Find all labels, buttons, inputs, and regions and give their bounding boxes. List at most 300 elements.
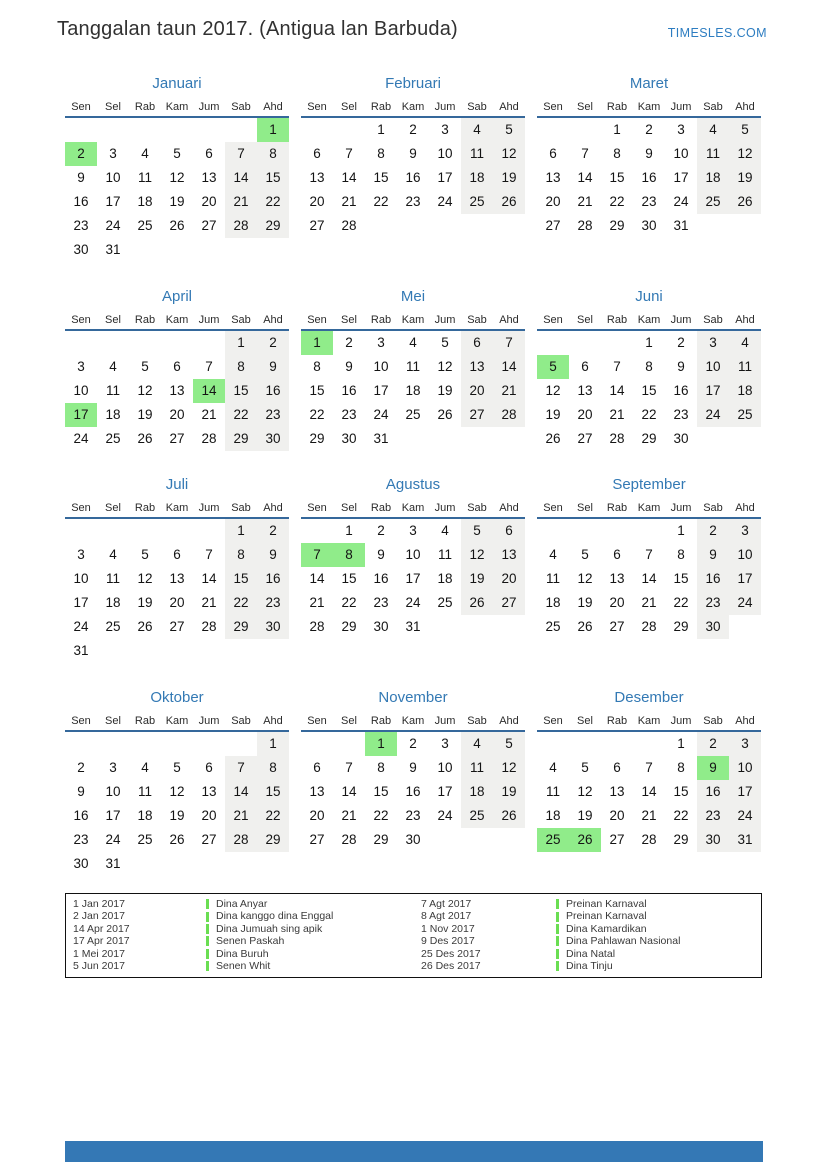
day-cell: 15 xyxy=(341,571,357,586)
holiday-marker xyxy=(556,912,559,922)
day-cell: 30 xyxy=(73,242,89,257)
day-cell: 6 xyxy=(205,146,213,161)
month-title: Februari xyxy=(385,75,441,92)
weeks xyxy=(537,519,761,639)
day-cell-empty xyxy=(193,852,225,876)
week-row xyxy=(537,427,761,451)
week-row xyxy=(537,355,761,379)
day-cell: 26 xyxy=(545,431,561,446)
day-cell: 12 xyxy=(577,784,593,799)
day-cell: 13 xyxy=(201,784,217,799)
day-cell-empty xyxy=(193,519,225,543)
dow-label: Sen xyxy=(71,101,91,113)
day-cell: 2 xyxy=(697,732,729,756)
day-cell: 19 xyxy=(437,383,453,398)
week-row xyxy=(65,190,289,214)
dow-label: Jum xyxy=(198,314,220,326)
day-cell-empty xyxy=(493,427,525,451)
day-cell: 12 xyxy=(545,383,561,398)
day-cell: 4 xyxy=(549,760,557,775)
day-cell: 20 xyxy=(201,194,217,209)
day-cell: 29 xyxy=(641,431,657,446)
week-row xyxy=(301,190,525,214)
day-cell: 7 xyxy=(205,547,213,562)
day-cell: 6 xyxy=(173,547,181,562)
dow-label: Rab xyxy=(134,502,156,514)
legend-date: 1 Nov 2017 xyxy=(421,922,475,935)
day-cell: 26 xyxy=(493,190,525,214)
day-cell-empty xyxy=(429,214,461,238)
day-cell-empty xyxy=(429,427,461,451)
day-cell: 26 xyxy=(437,407,453,422)
weeks xyxy=(301,118,525,238)
day-cell-empty xyxy=(257,639,289,663)
day-cell: 25 xyxy=(105,431,121,446)
day-cell: 2 xyxy=(645,122,653,137)
weeks xyxy=(65,519,289,663)
day-cell: 19 xyxy=(169,808,185,823)
day-cell: 31 xyxy=(405,619,421,634)
day-cell: 7 xyxy=(645,547,653,562)
day-cell-empty xyxy=(225,238,257,262)
day-cell: 13 xyxy=(493,543,525,567)
day-cell: 8 xyxy=(313,359,321,374)
day-cell: 21 xyxy=(225,804,257,828)
dow-label: Sab xyxy=(467,101,487,113)
legend-holiday-name: Dina Natal xyxy=(566,947,616,960)
day-cell: 3 xyxy=(77,547,85,562)
day-cell: 3 xyxy=(409,523,417,538)
month-maret xyxy=(537,75,761,262)
day-cell: 19 xyxy=(577,595,593,610)
day-cell: 13 xyxy=(309,784,325,799)
day-cell: 9 xyxy=(409,146,417,161)
week-row xyxy=(301,756,525,780)
day-cell: 22 xyxy=(641,407,657,422)
week-row xyxy=(301,214,525,238)
week-row xyxy=(301,166,525,190)
day-cell: 29 xyxy=(225,615,257,639)
month-title: Juli xyxy=(165,476,189,493)
week-row xyxy=(537,403,761,427)
day-cell: 3 xyxy=(109,760,117,775)
day-cell: 16 xyxy=(73,808,89,823)
day-cell: 26 xyxy=(461,591,493,615)
day-cell: 30 xyxy=(257,427,289,451)
week-row xyxy=(301,591,525,615)
day-cell: 16 xyxy=(697,567,729,591)
week-row xyxy=(301,615,525,639)
brand-link[interactable]: TIMESLES.COM xyxy=(667,26,767,40)
day-cell: 4 xyxy=(729,331,761,355)
day-cell: 23 xyxy=(697,804,729,828)
dow-label: Sel xyxy=(577,101,593,113)
day-cell: 1 xyxy=(645,335,653,350)
day-cell: 21 xyxy=(201,407,217,422)
month-title: September xyxy=(612,476,686,493)
day-cell: 8 xyxy=(677,760,685,775)
legend-date: 1 Mei 2017 xyxy=(73,947,125,960)
day-cell: 12 xyxy=(461,543,493,567)
holiday-marker xyxy=(556,961,559,971)
dow-label: Rab xyxy=(606,314,628,326)
day-cell: 17 xyxy=(373,383,389,398)
day-cell: 1 xyxy=(677,736,685,751)
day-cell: 4 xyxy=(109,547,117,562)
day-cell: 30 xyxy=(73,856,89,871)
day-cell: 21 xyxy=(641,808,657,823)
day-cell-empty xyxy=(537,331,569,355)
day-cell-empty xyxy=(97,519,129,543)
day-cell: 20 xyxy=(545,194,561,209)
day-cell: 14 xyxy=(309,571,325,586)
day-cell: 18 xyxy=(405,383,421,398)
legend-date: 8 Agt 2017 xyxy=(421,910,472,923)
legend-item xyxy=(556,948,761,960)
day-cell: 13 xyxy=(201,170,217,185)
week-row xyxy=(65,379,289,403)
legend-date: 25 Des 2017 xyxy=(421,947,481,960)
day-cell: 29 xyxy=(257,828,289,852)
day-cell-empty xyxy=(161,852,193,876)
calendar-row-4 xyxy=(65,689,761,876)
day-cell: 30 xyxy=(641,218,657,233)
day-cell-empty xyxy=(257,852,289,876)
day-cell: 11 xyxy=(105,571,120,586)
day-cell: 29 xyxy=(225,427,257,451)
day-cell: 5 xyxy=(581,547,589,562)
day-cell-empty xyxy=(193,118,225,142)
dow-label: Sab xyxy=(231,502,251,514)
day-cell-empty xyxy=(65,118,97,142)
day-cell: 3 xyxy=(729,732,761,756)
week-row xyxy=(301,403,525,427)
calendar-row-2 xyxy=(65,288,761,451)
dow-label: Sel xyxy=(577,715,593,727)
day-cell: 15 xyxy=(225,379,257,403)
day-cell: 20 xyxy=(169,595,185,610)
day-cell: 4 xyxy=(697,118,729,142)
day-cell: 26 xyxy=(137,619,153,634)
legend-holiday-name: Dina Jumuah sing apik xyxy=(216,922,323,935)
day-cell: 26 xyxy=(493,804,525,828)
day-cell: 27 xyxy=(309,218,325,233)
day-cell-empty xyxy=(461,427,493,451)
week-row xyxy=(537,118,761,142)
week-row xyxy=(301,780,525,804)
day-cell: 1 xyxy=(257,732,289,756)
day-cell: 18 xyxy=(461,780,493,804)
week-row xyxy=(65,543,289,567)
dow-label: Ahd xyxy=(499,314,519,326)
week-row xyxy=(65,427,289,451)
legend-date: 26 Des 2017 xyxy=(421,960,481,973)
day-cell-empty xyxy=(65,331,97,355)
day-cell: 8 xyxy=(257,756,289,780)
dow-row xyxy=(537,714,761,732)
day-cell-empty xyxy=(161,732,193,756)
dow-label: Sab xyxy=(467,715,487,727)
legend-date: 14 Apr 2017 xyxy=(73,922,130,935)
day-cell: 6 xyxy=(581,359,589,374)
day-cell: 20 xyxy=(169,407,185,422)
day-cell: 27 xyxy=(545,218,561,233)
day-cell: 1 xyxy=(345,523,353,538)
day-cell-empty xyxy=(569,118,601,142)
day-cell: 26 xyxy=(569,828,601,852)
day-cell-empty xyxy=(129,331,161,355)
week-row xyxy=(65,828,289,852)
week-row xyxy=(65,756,289,780)
dow-row xyxy=(65,714,289,732)
day-cell: 2 xyxy=(697,519,729,543)
dow-label: Kam xyxy=(165,502,189,514)
dow-label: Sab xyxy=(467,502,487,514)
day-cell: 5 xyxy=(493,732,525,756)
dow-label: Sen xyxy=(543,101,563,113)
day-cell: 28 xyxy=(577,218,593,233)
dow-label: Ahd xyxy=(499,502,519,514)
day-cell: 19 xyxy=(461,567,493,591)
day-cell: 12 xyxy=(577,571,593,586)
dow-label: Ahd xyxy=(735,502,755,514)
day-cell: 4 xyxy=(441,523,449,538)
day-cell: 18 xyxy=(545,808,561,823)
dow-label: Sab xyxy=(231,314,251,326)
week-row xyxy=(65,519,289,543)
day-cell: 27 xyxy=(169,431,185,446)
day-cell-empty xyxy=(301,519,333,543)
day-cell: 31 xyxy=(105,242,121,257)
day-cell: 18 xyxy=(137,194,153,209)
day-cell: 30 xyxy=(697,828,729,852)
day-cell: 19 xyxy=(493,780,525,804)
legend-item xyxy=(206,898,421,910)
day-cell-empty xyxy=(301,118,333,142)
day-cell-empty xyxy=(129,519,161,543)
day-cell-empty xyxy=(569,519,601,543)
day-cell-empty xyxy=(161,118,193,142)
dow-label: Rab xyxy=(606,502,628,514)
dow-label: Sab xyxy=(703,314,723,326)
dow-label: Ahd xyxy=(263,502,283,514)
dow-label: Ahd xyxy=(499,715,519,727)
day-cell: 27 xyxy=(309,832,325,847)
week-row xyxy=(301,118,525,142)
day-cell-empty xyxy=(97,118,129,142)
day-cell: 8 xyxy=(677,547,685,562)
day-cell: 1 xyxy=(225,519,257,543)
day-cell-empty xyxy=(65,519,97,543)
day-cell: 8 xyxy=(257,142,289,166)
legend-item xyxy=(556,923,761,935)
day-cell: 8 xyxy=(377,760,385,775)
day-cell: 6 xyxy=(493,519,525,543)
holiday-marker xyxy=(206,924,209,934)
dow-row xyxy=(301,100,525,118)
day-cell: 21 xyxy=(577,194,593,209)
legend-holiday-name: Dina Buruh xyxy=(216,947,269,960)
day-cell: 23 xyxy=(405,808,421,823)
day-cell-empty xyxy=(461,214,493,238)
day-cell: 17 xyxy=(729,567,761,591)
day-cell-empty xyxy=(193,238,225,262)
day-cell: 12 xyxy=(493,756,525,780)
dow-label: Rab xyxy=(370,715,392,727)
day-cell: 11 xyxy=(137,170,152,185)
day-cell: 23 xyxy=(697,591,729,615)
day-cell: 23 xyxy=(73,218,89,233)
day-cell-empty xyxy=(461,615,493,639)
day-cell: 2 xyxy=(409,736,417,751)
legend-item xyxy=(206,923,421,935)
day-cell: 12 xyxy=(437,359,453,374)
day-cell: 22 xyxy=(309,407,325,422)
day-cell-empty xyxy=(601,732,633,756)
dow-label: Sen xyxy=(307,502,327,514)
dow-label: Jum xyxy=(198,502,220,514)
day-cell-empty xyxy=(129,732,161,756)
day-cell: 24 xyxy=(73,431,89,446)
day-cell-empty xyxy=(729,615,761,639)
holiday-marker xyxy=(206,912,209,922)
day-cell: 1 xyxy=(257,118,289,142)
day-cell: 10 xyxy=(729,543,761,567)
day-cell: 13 xyxy=(309,170,325,185)
month-title: Mei xyxy=(400,288,426,305)
weeks xyxy=(301,519,525,639)
dow-label: Kam xyxy=(165,715,189,727)
dow-label: Sab xyxy=(703,101,723,113)
weeks xyxy=(65,732,289,876)
legend-date: 1 Jan 2017 xyxy=(73,898,125,910)
day-cell: 12 xyxy=(729,142,761,166)
day-cell: 18 xyxy=(105,407,121,422)
week-row xyxy=(537,828,761,852)
footer-bar xyxy=(65,1141,763,1162)
dow-label: Rab xyxy=(606,715,628,727)
day-cell: 10 xyxy=(673,146,689,161)
day-cell: 18 xyxy=(729,379,761,403)
dow-label: Sel xyxy=(341,502,357,514)
weeks xyxy=(301,331,525,451)
day-cell: 9 xyxy=(697,543,729,567)
dow-label: Kam xyxy=(165,101,189,113)
day-cell: 25 xyxy=(137,832,153,847)
week-row xyxy=(537,190,761,214)
day-cell: 16 xyxy=(697,780,729,804)
day-cell-empty xyxy=(193,639,225,663)
dow-label: Sel xyxy=(341,715,357,727)
day-cell: 31 xyxy=(373,431,389,446)
dow-label: Ahd xyxy=(263,101,283,113)
day-cell: 24 xyxy=(73,619,89,634)
day-cell: 16 xyxy=(673,383,689,398)
day-cell: 1 xyxy=(377,122,385,137)
day-cell: 16 xyxy=(257,379,289,403)
day-cell: 23 xyxy=(405,194,421,209)
week-row xyxy=(537,567,761,591)
dow-label: Jum xyxy=(670,314,692,326)
day-cell: 12 xyxy=(137,571,153,586)
day-cell: 30 xyxy=(405,832,421,847)
week-row xyxy=(65,118,289,142)
day-cell: 24 xyxy=(105,218,121,233)
day-cell: 23 xyxy=(673,407,689,422)
day-cell: 24 xyxy=(673,194,689,209)
dow-label: Kam xyxy=(637,101,661,113)
day-cell: 26 xyxy=(137,431,153,446)
day-cell: 25 xyxy=(697,190,729,214)
day-cell: 13 xyxy=(577,383,593,398)
legend-item xyxy=(206,910,421,922)
day-cell: 28 xyxy=(641,832,657,847)
day-cell: 11 xyxy=(461,142,493,166)
legend-holiday-name: Dina kanggo dina Enggal xyxy=(216,910,334,923)
dow-label: Sen xyxy=(307,715,327,727)
day-cell: 17 xyxy=(697,379,729,403)
dow-label: Kam xyxy=(165,314,189,326)
dow-label: Jum xyxy=(198,101,220,113)
day-cell: 27 xyxy=(461,403,493,427)
day-cell: 15 xyxy=(609,170,625,185)
day-cell: 22 xyxy=(373,808,389,823)
day-cell: 3 xyxy=(729,519,761,543)
day-cell: 31 xyxy=(73,643,89,658)
month-juni xyxy=(537,288,761,451)
day-cell: 31 xyxy=(673,218,689,233)
day-cell: 8 xyxy=(225,543,257,567)
day-cell: 17 xyxy=(105,808,121,823)
day-cell: 19 xyxy=(493,166,525,190)
month-title: Oktober xyxy=(150,689,204,706)
dow-label: Rab xyxy=(370,502,392,514)
day-cell: 30 xyxy=(373,619,389,634)
dow-label: Ahd xyxy=(735,314,755,326)
day-cell: 15 xyxy=(257,780,289,804)
day-cell: 7 xyxy=(581,146,589,161)
dow-label: Sel xyxy=(577,314,593,326)
dow-label: Ahd xyxy=(735,101,755,113)
week-row xyxy=(537,591,761,615)
day-cell: 9 xyxy=(409,760,417,775)
day-cell: 14 xyxy=(225,780,257,804)
dow-label: Sab xyxy=(231,715,251,727)
day-cell: 5 xyxy=(141,547,149,562)
day-cell: 18 xyxy=(437,571,453,586)
day-cell: 24 xyxy=(105,832,121,847)
month-april xyxy=(65,288,289,451)
dow-label: Sel xyxy=(105,314,121,326)
month-title: April xyxy=(161,288,192,305)
day-cell-empty xyxy=(697,427,729,451)
day-cell: 7 xyxy=(301,543,333,567)
day-cell-empty xyxy=(225,732,257,756)
day-cell: 24 xyxy=(729,804,761,828)
day-cell: 25 xyxy=(405,407,421,422)
day-cell: 3 xyxy=(441,122,449,137)
day-cell-empty xyxy=(161,331,193,355)
day-cell: 17 xyxy=(437,170,453,185)
day-cell: 25 xyxy=(105,619,121,634)
day-cell: 10 xyxy=(437,146,453,161)
dow-label: Jum xyxy=(670,101,692,113)
dow-label: Rab xyxy=(134,101,156,113)
dow-label: Sen xyxy=(71,314,91,326)
holiday-marker xyxy=(556,924,559,934)
dow-row xyxy=(537,501,761,519)
day-cell: 13 xyxy=(169,571,185,586)
